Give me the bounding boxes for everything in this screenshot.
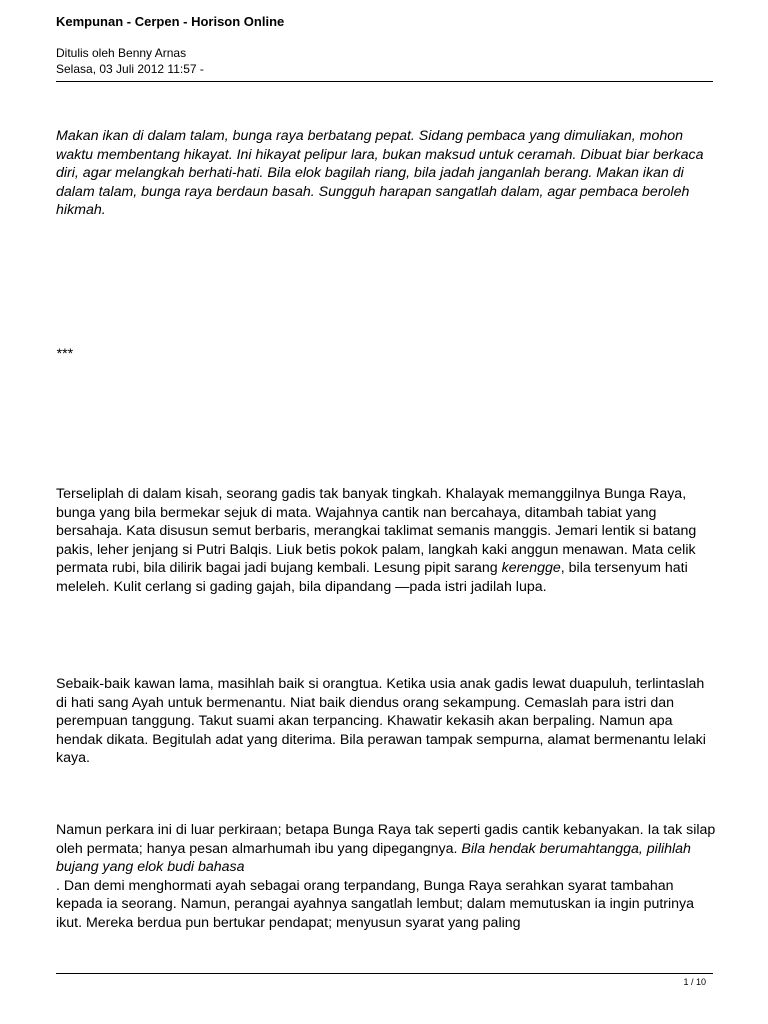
- date-line: Selasa, 03 Juli 2012 11:57 -: [56, 62, 204, 76]
- intro-paragraph: Makan ikan di dalam talam, bunga raya berbatang pepat. Sidang pembaca yang dimuliakan, mohon waktu membentang hikayat. Ini hikayat pelipur lara, bukan maksud untuk ceramah. Dibuat biar berkaca diri, agar melangkah berhati-hati. Bila elok bagilah riang, bila jadah janganlah berang. Makan ikan di dalam talam, bunga raya berdaun basah. Sungguh harapan sangatlah dalam, agar pembaca beroleh hikmah.: [56, 128, 704, 218]
- paragraph-3: [56, 821, 716, 932]
- header-divider: [56, 81, 713, 82]
- page-number: 1 / 10: [683, 977, 706, 987]
- paragraph-3-italic-quote: Bila hendak berumahtangga, pilihlah bujang yang elok budi bahasa: [56, 840, 691, 875]
- document-title: Kempunan - Cerpen - Horison Online: [56, 14, 285, 29]
- paragraph-2: Sebaik-baik kawan lama, masihlah baik si orangtua. Ketika usia anak gadis lewat duapuluh, terlintaslah di hati sang Ayah untuk bermenantu. Niat baik diendus orang sekampung. Cemaslah para istri dan perempuan tanggung. Takut suami akan terpancing. Khawatir kekasih akan berpaling. Namun apa hendak dikata. Begitulah adat yang diterima. Bila perawan tampak sempurna, alamat bermenantu lelaki kaya.: [56, 676, 706, 766]
- paragraph-1-italic-term: kerengge: [501, 560, 561, 576]
- section-separator: ***: [56, 346, 73, 362]
- author-line: Ditulis oleh Benny Arnas: [56, 46, 187, 60]
- paragraph-1: [56, 485, 716, 596]
- paragraph-1-text-a: Terseliplah di dalam kisah, seorang gadis tak banyak tingkah. Khalayak memanggilnya Bunga Raya, bunga yang bila bermekar sejuk di mata. Wajahnya cantik nan bercahaya, ditambah tabiat yang bersahaja. Kata disusun semut berbaris, merangkai taklimat semanis manggis. Jemari lentik si batang pakis, leher jenjang si Putri Balqis. Liuk betis pokok palam, langkah kaki anggun menawan. Mata celik permata rubi, bila dilirik bagai jadi bujang kembali. Lesung pipit sarang: [56, 486, 697, 576]
- paragraph-1-text-b: , bila tersenyum hati meleleh. Kulit cerlang si gading gajah, bila dipandang —pada istri jadilah lupa.: [56, 560, 688, 595]
- paragraph-3-text-a: Namun perkara ini di luar perkiraan; betapa Bunga Raya tak seperti gadis cantik kebanyakan. Ia tak silap oleh permata; hanya pesan almarhumah ibu yang dipegangnya.: [56, 822, 716, 857]
- paragraph-3-text-b: . Dan demi menghormati ayah sebagai orang terpandang, Bunga Raya serahkan syarat tambahan kepada ia seorang. Namun, perangai ayahnya sangatlah lembut; dalam memutuskan ia ingin putrinya ikut. Mereka berdua pun bertukar pendapat; menyusun syarat yang paling: [56, 877, 695, 931]
- footer-divider: [56, 973, 713, 974]
